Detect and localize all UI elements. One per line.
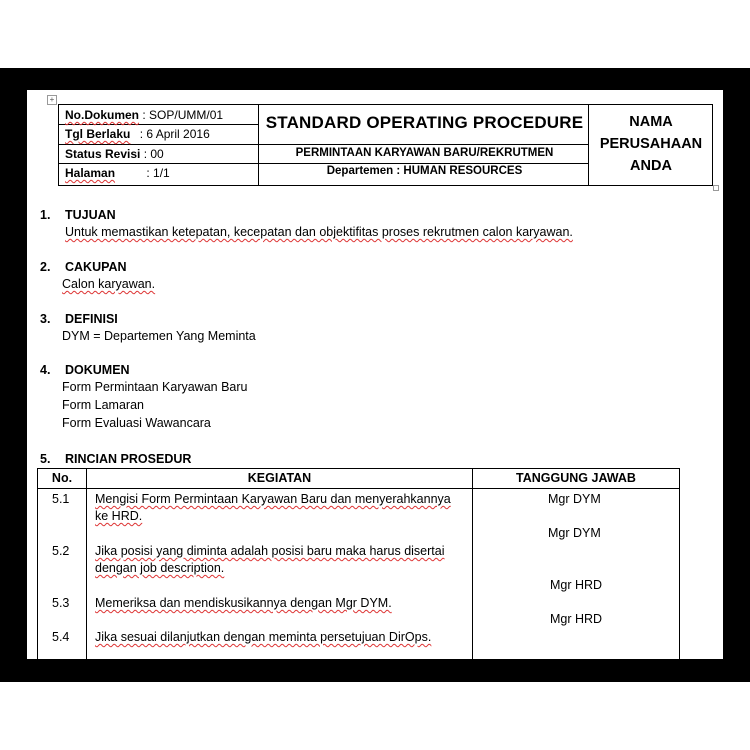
section-number: 3. [40,312,51,326]
section-rincian-heading [40,452,191,466]
halaman-label: Halaman [65,166,116,180]
section-title: CAKUPAN [65,260,127,274]
company-line-3: ANDA [630,158,672,174]
departemen-label: Departemen [326,165,394,177]
sop-header-table [58,104,713,186]
sop-subtitle: PERMINTAAN KARYAWAN BARU/REKRUTMEN [295,147,554,159]
activity-line: dengan job description. [95,561,225,575]
halaman-row [65,165,170,181]
table-resize-handle-icon[interactable] [713,185,719,191]
section-title: DOKUMEN [65,363,130,377]
company-name [590,111,712,177]
activity-line: Mengisi Form Permintaan Karyawan Baru dan menyerahkannya [95,492,451,506]
table-row-activity [95,543,445,577]
departemen-row [260,165,589,177]
table-move-handle-icon[interactable]: + [47,95,57,105]
section-title: TUJUAN [65,208,116,222]
halaman-value: : 1/1 [146,166,170,180]
sop-title: STANDARD OPERATING PROCEDURE [265,113,584,132]
row-number: 5.1 [52,492,70,506]
section-definisi-heading [40,312,118,326]
company-line-2: PERUSAHAAN [599,136,703,152]
status-revisi-value: : 00 [143,147,164,161]
procedure-table [37,468,680,659]
tujuan-text: Untuk memastikan ketepatan, kecepatan dan objektifitas proses rekrutmen calon karyawan. [65,225,573,239]
table-row-activity: Memeriksa dan mendiskusikannya dengan Mgr DYM. [95,596,392,610]
status-revisi-label: Status Revisi [65,147,141,161]
no-dokumen-label: No.Dokumen [65,108,140,122]
activity-line: Jika posisi yang diminta adalah posisi baru maka harus disertai [95,544,445,558]
table-row-activity [95,491,451,525]
activity-line: ke HRD. [95,509,143,523]
row-number: 5.3 [52,596,70,610]
no-dokumen-row [65,107,223,123]
dokumen-item: Form Permintaan Karyawan Baru [62,380,248,394]
section-cakupan-heading [40,260,127,274]
table-row-activity: Jika sesuai dilanjutkan dengan meminta persetujuan DirOps. [95,630,432,644]
responsible-party: Mgr HRD [550,578,603,592]
section-number: 5. [40,452,51,466]
cakupan-text: Calon karyawan. [62,277,156,291]
section-dokumen-heading [40,363,130,377]
tgl-berlaku-value: : 6 April 2016 [139,127,210,141]
no-dokumen-value: : SOP/UMM/01 [142,108,224,122]
section-number: 1. [40,208,51,222]
tgl-berlaku-label: Tgl Berlaku [65,127,131,141]
section-tujuan-heading [40,208,116,222]
dokumen-item: Form Lamaran [62,398,144,412]
section-title: RINCIAN PROSEDUR [65,452,192,466]
responsible-party: Mgr DYM [548,492,601,506]
section-number: 2. [40,260,51,274]
definisi-text: DYM = Departemen Yang Meminta [62,329,256,343]
column-header-no: No. [51,471,73,485]
section-title: DEFINISI [65,312,118,326]
column-header-kegiatan: KEGIATAN [247,471,312,485]
status-revisi-row [65,146,164,162]
section-number: 4. [40,363,51,377]
responsible-party: Mgr DYM [548,526,601,540]
tgl-berlaku-row [65,126,210,142]
departemen-value: : HUMAN RESOURCES [396,165,523,177]
row-number: 5.2 [52,544,70,558]
responsible-party: Mgr HRD [550,612,603,626]
document-page [27,90,723,659]
dokumen-item: Form Evaluasi Wawancara [62,416,211,430]
column-header-tanggung-jawab: TANGGUNG JAWAB [516,471,636,485]
company-line-1: NAMA [629,114,673,130]
row-number: 5.4 [52,630,70,644]
